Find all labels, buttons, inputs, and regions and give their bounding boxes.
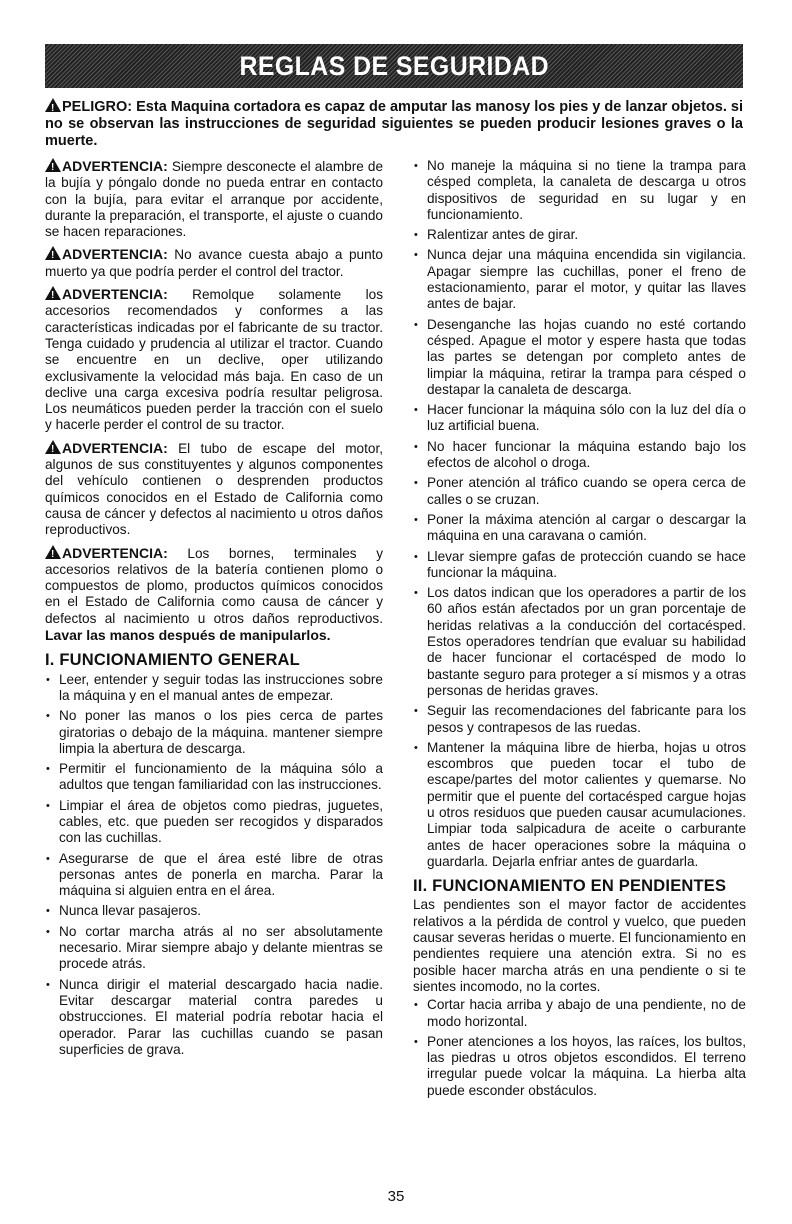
list-item: • Ralentizar antes de girar. (413, 227, 746, 243)
list-item: • Poner la máxima atención al cargar o descargar la máquina en una caravana o camión. (413, 512, 746, 545)
danger-notice (45, 98, 743, 150)
warning-label: ADVERTENCIA: (62, 544, 168, 561)
list-item: • Desenganche las hojas cuando no esté cortando césped. Apague el motor y espere hasta que todas las partes se detengan por completo antes de limpiar la máquina, retirar la trampa para césped o destapar la canaleta de descarga. (413, 317, 746, 398)
warning-bold-text: Lavar las manos después de manipularlos. (45, 627, 331, 644)
warning-paragraph (45, 158, 383, 240)
list-item: • Limpiar el área de objetos como piedras, juguetes, cables, etc. que pueden ser recogidos y disparados con las cuchillas. (45, 798, 383, 847)
warning-paragraph (45, 286, 383, 434)
warning-text: El tubo de escape del motor, algunos de sus constituyentes y algunos componentes del vehículo contienen o desprenden productos químicos conocidos en el Estado de California como causa de cáncer y defectos al nacimiento u otros daños reproductivos. (45, 440, 383, 538)
section-heading: I. FUNCIONAMIENTO GENERAL (45, 651, 300, 670)
section-heading: II. FUNCIONAMIENTO EN PENDIENTES (413, 877, 727, 896)
danger-label: PELIGRO: (62, 99, 133, 115)
warning-text: No avance cuesta abajo a punto muerto ya que podría perder el control del tractor. (45, 247, 383, 279)
warning-triangle-icon (45, 545, 61, 559)
warning-text: Siempre desconecte el alambre de la bujía y póngalo donde no pueda entrar en contacto con la bujía, para evitar el arranque por accidente, durante la preparación, el transporte, el ajuste o cuando se hacen reparaciones. (45, 159, 383, 240)
list-item: • Permitir el funcionamiento de la máquina sólo a adultos que tengan familiaridad con las instrucciones. (45, 761, 383, 794)
list-item: • Nunca dejar una máquina encendida sin vigilancia. Apagar siempre las cuchillas, poner el freno de estacionamiento, parar el motor, y quitar las llaves antes de bajar. (413, 247, 746, 312)
warning-label: ADVERTENCIA: (62, 286, 168, 303)
list-item: • No poner las manos o los pies cerca de partes giratorias o debajo de la máquina. mantener siempre limpia la abertura de descarga. (45, 708, 383, 757)
list-item: • Poner atenciones a los hoyos, las raíces, los bultos, las piedras u otros objetos escondidos. El terreno irregular puede volcar la máquina. La hierba alta puede esconder obstáculos. (413, 1034, 746, 1099)
warning-text: Los bornes, terminales y accesorios relativos de la batería contienen plomo o compuestos de plomo, productos químicos conocidos en el Estado de California como causa de cáncer y defectos al nacimiento u otros daños reproductivos. (45, 545, 383, 626)
bullet-list (45, 672, 383, 1059)
list-item: • Cortar hacia arriba y abajo de una pendiente, no de modo horizontal. (413, 997, 746, 1030)
right-column (413, 158, 746, 1103)
warning-label: ADVERTENCIA: (62, 439, 168, 456)
page-number: 35 (387, 1188, 405, 1205)
warning-triangle-icon (45, 440, 61, 454)
list-item: • No cortar marcha atrás al no ser absolutamente necesario. Mirar siempre abajo y delante mientras se procede atrás. (45, 924, 383, 973)
list-item: • Nunca llevar pasajeros. (45, 903, 383, 919)
bullet-list (413, 158, 746, 870)
page-title: REGLAS DE SEGURIDAD (239, 50, 549, 81)
left-column (45, 158, 383, 1062)
list-item: • Seguir las recomendaciones del fabricante para los pesos y contrapesos de las ruedas. (413, 703, 746, 736)
section-banner (45, 44, 743, 88)
warning-triangle-icon (45, 158, 61, 172)
list-item: • Poner atención al tráfico cuando se opera cerca de calles o se cruzan. (413, 475, 746, 508)
warning-triangle-icon (45, 98, 61, 112)
list-item: • No hacer funcionar la máquina estando bajo los efectos de alcohol o droga. (413, 439, 746, 472)
list-item: • Asegurarse de que el área esté libre de otras personas antes de ponerla en marcha. Parar la máquina si alguien entra en el área. (45, 851, 383, 900)
list-item: • Llevar siempre gafas de protección cuando se hace funcionar la máquina. (413, 549, 746, 582)
warning-text: Remolque solamente los accesorios recomendados y conformes a las características indicadas por el fabricante de su tractor. Tenga cuidado y prudencia al utilizar el tractor. Cuando se encuentre en un declive, oper utilizando exclusivamente la velocidad más baja. En caso de un declive una carga excesiva podría resultar peligrosa. Los neumáticos pueden perder la tracción con el suelo y hacerle perder el control de su tractor. (45, 287, 383, 433)
warning-label: ADVERTENCIA: (62, 158, 168, 174)
list-item: • Leer, entender y seguir todas las instrucciones sobre la máquina y en el manual antes de empezar. (45, 672, 383, 705)
list-item: • Nunca dirigir el material descargado hacia nadie. Evitar descargar material contra paredes u obstrucciones. El material podría rebotar hacia el operador. Parar las cuchillas cuando se pasan superficies de grava. (45, 977, 383, 1058)
bullet-list (413, 997, 746, 1099)
warning-triangle-icon (45, 286, 61, 300)
list-item: • Mantener la máquina libre de hierba, hojas u otros escombros que pueden tocar el tubo de escape/partes del motor calientes y quemarse. No permitir que el puente del cortacésped cargue hojas u otros residuos que pueden causar acumulaciones. Limpiar toda salpicadura de aceite o carburante antes de hacer operaciones sobre la máquina o guardarla. Dejarla enfriar antes de guardarla. (413, 740, 746, 870)
list-item: • Los datos indican que los operadores a partir de los 60 años están afectados por un gran porcentaje de heridas relativas a la conducción del cortacésped. Estos operadores tendrían que evaluar su habilidad de hacer funcionar el cortacésped de modo lo bastante seguro para proteger a sí mismos y a otras personas de heridas graves. (413, 585, 746, 699)
warning-triangle-icon (45, 246, 61, 260)
danger-text: Esta Maquina cortadora es capaz de amputar las manosy los pies y de lanzar objetos. si no se observan las instrucciones de seguridad siguientes se pueden producir lesiones graves o la muerte. (45, 99, 743, 149)
section-intro: Las pendientes son el mayor factor de accidentes relativos a la pérdida de control y vuelco, que pueden causar severas heridas o muerte. El funcionamiento en pendientes requiere una atención extra. Si no es posible hacer marcha atrás en una pendiente o si te sientes incomodo, no la cortes. (413, 897, 746, 994)
warning-paragraph (45, 440, 383, 539)
warning-paragraph (45, 246, 383, 280)
warning-label: ADVERTENCIA: (62, 246, 168, 263)
list-item: • Hacer funcionar la máquina sólo con la luz del día o luz artificial buena. (413, 402, 746, 435)
list-item: • No maneje la máquina si no tiene la trampa para césped completa, la canaleta de descarga u otros dispositivos de seguridad en su lugar y en funcionamiento. (413, 158, 746, 223)
warning-paragraph (45, 545, 383, 645)
